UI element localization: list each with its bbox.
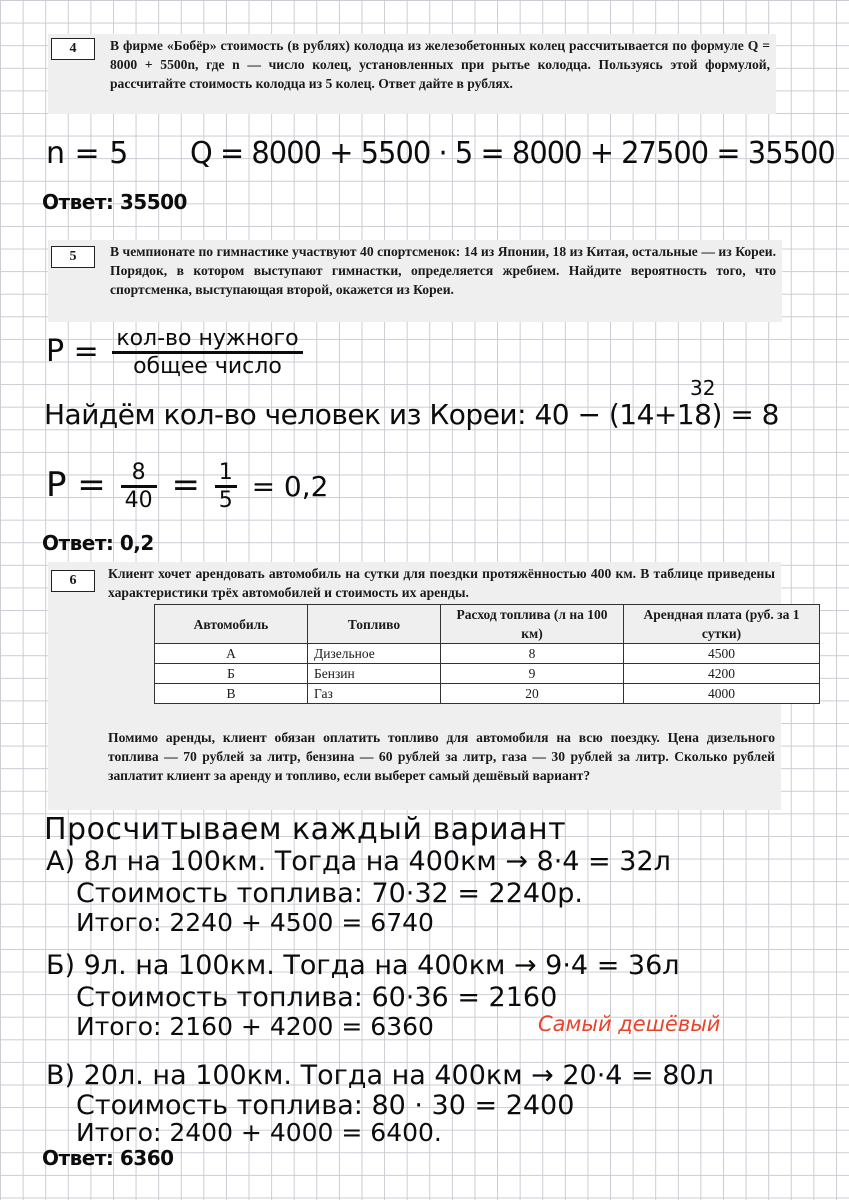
step-note: 32	[690, 376, 716, 400]
table-cell: Бензин	[308, 664, 441, 684]
task-intro-text: Клиент хочет арендовать автомобиль на сутки для поездки протяжённостью 400 км. В таблице приведены характеристики трёх автомобилей и стоимость их аренды.	[108, 566, 775, 600]
column-header: Расход топлива (л на 100 км)	[441, 605, 624, 644]
task-text: В чемпионате по гимнастике участвуют 40 спортсменок: 14 из Японии, 18 из Китая, остальные — из Кореи. Порядок, в котором выступают гимнастки, определяется жребием. Найдите вероятность того, что спортсменка, выступающая второй, окажется из Кореи.	[110, 244, 776, 297]
calc-equals: =	[171, 465, 200, 505]
table-cell: Б	[155, 664, 308, 684]
cheapest-note: Самый дешёвый	[538, 1012, 721, 1036]
task-question-text: Помимо аренды, клиент обязан оплатить топливо для автомобиля на всю поездку. Цена дизельного топлива — 70 рублей за литр, бензина — 60 рублей за литр, газа — 30 рублей за литр. Сколько рублей заплатит клиент за аренду и топливо, если выберет самый дешёвый вариант?	[108, 730, 775, 783]
task-5-statement	[48, 240, 782, 322]
table-row	[155, 684, 820, 704]
cars-table	[154, 604, 820, 704]
table-cell: 8	[441, 644, 624, 664]
calc-denominator-2: 5	[218, 488, 233, 513]
calc-numerator-2: 1	[215, 460, 237, 488]
column-header: Топливо	[308, 605, 441, 644]
table-cell: Газ	[308, 684, 441, 704]
table-cell: 9	[441, 664, 624, 684]
column-header: Автомобиль	[155, 605, 308, 644]
task-6-statement	[48, 562, 800, 810]
table-row	[155, 644, 820, 664]
variant-a-line-1: А) 8л на 100км. Тогда на 400км → 8·4 = 32л	[46, 846, 671, 877]
task-number-box: 6	[51, 570, 95, 592]
table-cell: 20	[441, 684, 624, 704]
korea-count-step: Найдём кол-во человек из Кореи: 40 − (14+18) = 8	[44, 398, 779, 431]
table-cell: А	[155, 644, 308, 664]
variant-a-line-2: Стоимость топлива: 70·32 = 2240р.	[76, 878, 583, 909]
column-header: Арендная плата (руб. за 1 сутки)	[624, 605, 820, 644]
formula-denominator: общее число	[133, 354, 282, 379]
variant-b-line-1: Б) 9л. на 100км. Тогда на 400км → 9·4 = 36л	[46, 950, 680, 981]
table-cell: В	[155, 684, 308, 704]
task-number-box: 5	[51, 246, 95, 268]
variant-b-line-3: Итого: 2160 + 4200 = 6360	[76, 1012, 434, 1041]
table-row	[155, 664, 820, 684]
table-header-row	[155, 605, 820, 644]
answer-task-5: Ответ: 0,2	[42, 531, 154, 555]
variant-a-line-3: Итого: 2240 + 4500 = 6740	[76, 908, 434, 937]
probability-calculation	[46, 460, 328, 513]
p-label: P =	[46, 334, 99, 369]
probability-formula	[46, 326, 307, 379]
variant-b-line-2: Стоимость топлива: 60·36 = 2160	[76, 982, 558, 1013]
variant-v-line-2: Стоимость топлива: 80 · 30 = 2400	[76, 1090, 575, 1121]
solution-n: n = 5	[46, 136, 129, 171]
task-number-box: 4	[51, 38, 95, 60]
table-cell: 4200	[624, 664, 820, 684]
variant-v-line-1: В) 20л. на 100км. Тогда на 400км → 20·4 = 80л	[46, 1060, 714, 1091]
task-4-statement	[48, 34, 776, 114]
calc-denominator-1: 40	[124, 488, 153, 513]
calc-result: = 0,2	[251, 470, 329, 503]
table-cell: Дизельное	[308, 644, 441, 664]
variant-v-line-3: Итого: 2400 + 4000 = 6400.	[76, 1118, 442, 1147]
answer-task-4: Ответ: 35500	[42, 190, 187, 214]
table-cell: 4500	[624, 644, 820, 664]
calc-p-label: P =	[46, 465, 106, 505]
table-cell: 4000	[624, 684, 820, 704]
formula-numerator: кол-во нужного	[112, 326, 302, 354]
calc-numerator-1: 8	[121, 460, 157, 488]
answer-task-6: Ответ: 6360	[42, 1146, 174, 1170]
solution-heading: Просчитываем каждый вариант	[44, 812, 567, 847]
solution-calculation: Q = 8000 + 5500 · 5 = 8000 + 27500 = 35500	[190, 136, 835, 171]
task-text: В фирме «Бобёр» стоимость (в рублях) колодца из железобетонных колец рассчитывается по формуле Q = 8000 + 5500n, где n — число колец, установленных при рытье колодца. Пользуясь этой формулой, рассчитайте стоимость колодца из 5 колец. Ответ дайте в рублях.	[110, 38, 770, 91]
